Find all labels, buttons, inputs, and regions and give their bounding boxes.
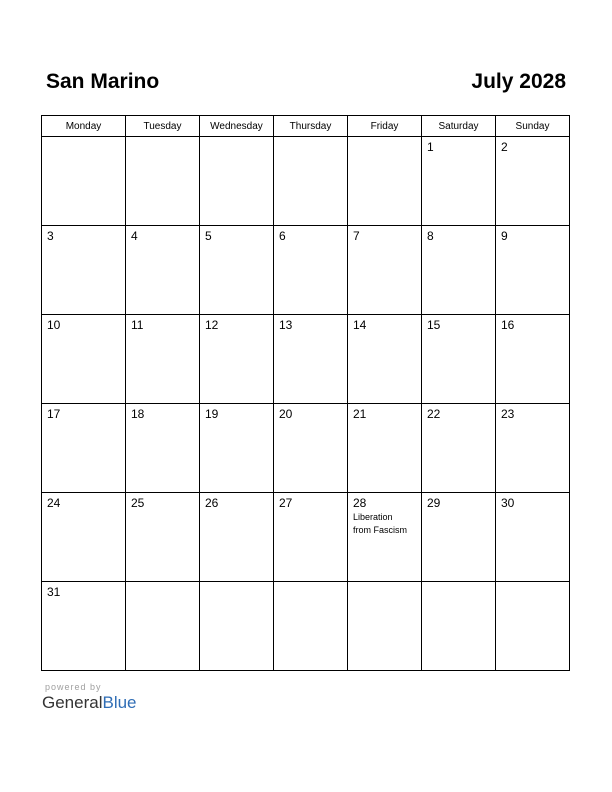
day-number: 15 xyxy=(427,318,441,332)
weekday-saturday: Saturday xyxy=(422,116,496,137)
day-number: 25 xyxy=(131,496,145,510)
powered-by-text: powered by xyxy=(45,682,102,692)
day-number: 7 xyxy=(353,229,360,243)
day-cell xyxy=(126,226,200,315)
day-cell xyxy=(126,315,200,404)
day-number: 31 xyxy=(47,585,61,599)
day-number xyxy=(126,137,199,140)
day-number: 18 xyxy=(131,407,145,421)
day-cell xyxy=(200,315,274,404)
day-number: 28 xyxy=(353,496,367,510)
day-cell xyxy=(42,582,126,671)
month-title: July 2028 xyxy=(471,70,566,93)
weekday-wednesday: Wednesday xyxy=(200,116,274,137)
day-cell xyxy=(496,493,570,582)
day-number: 11 xyxy=(131,318,144,332)
day-cell xyxy=(42,226,126,315)
day-number xyxy=(200,137,273,140)
day-cell xyxy=(126,582,200,671)
day-number xyxy=(348,582,421,585)
day-cell xyxy=(496,315,570,404)
week-row xyxy=(42,404,570,493)
day-number: 1 xyxy=(427,140,434,154)
brand-blue-text: Blue xyxy=(102,693,137,712)
day-cell xyxy=(496,226,570,315)
day-cell xyxy=(274,315,348,404)
weekday-monday: Monday xyxy=(42,116,126,137)
day-cell xyxy=(200,582,274,671)
day-number: 14 xyxy=(353,318,367,332)
day-number xyxy=(496,582,569,585)
day-cell xyxy=(348,404,422,493)
day-number: 3 xyxy=(47,229,54,243)
country-title: San Marino xyxy=(46,70,160,93)
day-number xyxy=(348,137,421,140)
day-number xyxy=(200,582,273,585)
day-number: 26 xyxy=(205,496,219,510)
week-row xyxy=(42,493,570,582)
day-cell xyxy=(348,137,422,226)
day-number: 29 xyxy=(427,496,441,510)
day-number xyxy=(42,137,125,140)
day-number: 22 xyxy=(427,407,441,421)
brand-logo[interactable] xyxy=(42,693,137,713)
day-number: 5 xyxy=(205,229,212,243)
day-number: 19 xyxy=(205,407,219,421)
day-number: 9 xyxy=(501,229,508,243)
footer-branding xyxy=(42,682,137,713)
weekday-friday: Friday xyxy=(348,116,422,137)
holiday-label-line2: from Fascism xyxy=(353,525,407,535)
day-number: 20 xyxy=(279,407,293,421)
week-row xyxy=(42,226,570,315)
day-cell xyxy=(200,493,274,582)
day-cell xyxy=(274,137,348,226)
day-cell xyxy=(422,315,496,404)
day-cell xyxy=(274,404,348,493)
day-cell xyxy=(422,226,496,315)
day-cell xyxy=(422,404,496,493)
day-number: 23 xyxy=(501,407,515,421)
day-number xyxy=(126,582,199,585)
weekday-tuesday: Tuesday xyxy=(126,116,200,137)
day-cell xyxy=(274,582,348,671)
week-row xyxy=(42,582,570,671)
day-cell xyxy=(126,493,200,582)
day-cell xyxy=(422,582,496,671)
weekday-header-row xyxy=(42,116,570,137)
day-cell xyxy=(348,315,422,404)
brand-general-text: General xyxy=(42,693,103,712)
week-row xyxy=(42,137,570,226)
day-number: 16 xyxy=(501,318,515,332)
day-cell xyxy=(42,137,126,226)
day-cell xyxy=(496,137,570,226)
day-number: 27 xyxy=(279,496,293,510)
day-number: 21 xyxy=(353,407,367,421)
day-number: 2 xyxy=(501,140,508,154)
day-cell xyxy=(348,582,422,671)
weekday-sunday: Sunday xyxy=(496,116,570,137)
day-number: 30 xyxy=(501,496,515,510)
day-number xyxy=(274,582,347,585)
day-number: 8 xyxy=(427,229,434,243)
day-number xyxy=(274,137,347,140)
day-cell xyxy=(200,404,274,493)
day-number: 6 xyxy=(279,229,286,243)
day-cell xyxy=(496,404,570,493)
day-cell xyxy=(126,404,200,493)
day-cell xyxy=(200,226,274,315)
day-cell xyxy=(126,137,200,226)
day-cell xyxy=(422,493,496,582)
calendar-grid xyxy=(41,115,570,671)
day-cell xyxy=(274,226,348,315)
day-number: 10 xyxy=(47,318,61,332)
day-number: 24 xyxy=(47,496,61,510)
day-number: 12 xyxy=(205,318,219,332)
week-row xyxy=(42,315,570,404)
calendar-header xyxy=(46,70,566,98)
day-cell xyxy=(274,493,348,582)
day-number: 17 xyxy=(47,407,61,421)
day-cell xyxy=(42,404,126,493)
day-cell xyxy=(200,137,274,226)
day-number: 4 xyxy=(131,229,138,243)
day-cell xyxy=(42,315,126,404)
day-cell xyxy=(348,226,422,315)
day-cell xyxy=(496,582,570,671)
day-cell xyxy=(422,137,496,226)
day-number: 13 xyxy=(279,318,293,332)
day-cell-holiday xyxy=(348,493,422,582)
day-cell xyxy=(42,493,126,582)
day-number xyxy=(422,582,495,585)
holiday-label-line1: Liberation xyxy=(353,512,393,522)
weekday-thursday: Thursday xyxy=(274,116,348,137)
